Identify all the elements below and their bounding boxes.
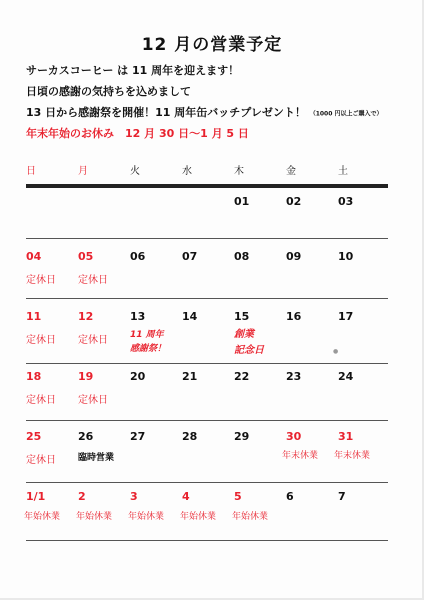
calendar-day: 28 [182,430,198,443]
calendar-day: 7 [338,490,346,503]
calendar-day: 08 [234,250,250,263]
calendar-day: 31 [338,430,354,443]
announcement-festival-text: 13 日から感謝祭を開催！11 周年缶バッチプレゼント！ [26,106,306,119]
founding-note-line2: 記念日 [234,345,264,356]
calendar-day: 27 [130,430,146,443]
calendar-day: 6 [286,490,294,503]
calendar-day: 17 [338,310,354,323]
announcement-thanks: 日頃の感謝の気持ちを込めまして [26,85,191,98]
calendar-day: 15 [234,310,250,323]
founding-note: 創業 [234,329,254,340]
week-rule [26,298,388,299]
calendar-day: 20 [130,370,146,383]
calendar-day: 24 [338,370,354,383]
calendar-day: 2 [78,490,86,503]
calendar-day: 06 [130,250,146,263]
calendar-day: 19 [78,370,94,383]
announcement-festival [26,104,382,120]
announcement-festival-condition: （1000 円以上ご購入で） [309,110,383,118]
closed-day-note: 定休日 [26,335,56,346]
calendar-day: 30 [286,430,302,443]
calendar-day: 5 [234,490,242,503]
closed-day-note: 定休日 [78,395,108,406]
calendar-day: 05 [78,250,94,263]
week-rule [26,363,388,364]
closed-day-note: 定休日 [26,455,56,466]
weekday-thu: 木 [234,166,244,177]
calendar-day: 18 [26,370,42,383]
page-title: 12 月の営業予定 [141,35,283,55]
weekday-mon: 月 [78,166,88,177]
calendar-day: 01 [234,195,250,208]
new-year-closed-note: 年始休業 [232,512,269,522]
calendar-day: 04 [26,250,42,263]
calendar-day: 10 [338,250,354,263]
weekday-sun: 日 [26,166,36,177]
announcement-holidays: 年末年始のお休み 12 月 30 日〜1 月 5 日 [26,127,249,140]
festival-note-line2: 感謝祭！ [130,344,167,354]
calendar-day: 02 [286,195,302,208]
week-rule [26,238,388,239]
new-year-closed-note: 年始休業 [24,512,61,522]
weekday-sat: 土 [338,166,348,177]
calendar-day: 26 [78,430,94,443]
closed-day-note: 定休日 [78,275,108,286]
weekday-wed: 水 [182,166,192,177]
announcement-anniversary: サーカスコーヒー は 11 周年を迎えます！ [26,64,240,77]
calendar-day: 03 [338,195,354,208]
calendar-day: 21 [182,370,198,383]
calendar-day: 3 [130,490,138,503]
weekday-header [0,162,424,176]
year-end-closed-note: 年末休業 [334,451,371,461]
scan-speck: ● [333,348,339,355]
week-rule [26,540,388,541]
week-rule [26,482,388,483]
closed-day-note: 定休日 [26,395,56,406]
weekday-fri: 金 [286,166,296,177]
year-end-closed-note: 年末休業 [282,451,319,461]
calendar-day: 16 [286,310,302,323]
festival-note: 11 周年 [130,330,164,340]
new-year-closed-note: 年始休業 [128,512,165,522]
special-opening-note: 臨時営業 [78,453,115,463]
calendar-day: 23 [286,370,302,383]
calendar-day: 29 [234,430,250,443]
calendar-day: 11 [26,310,42,323]
calendar-day: 09 [286,250,302,263]
calendar-day: 1/1 [26,490,46,503]
week-rule [26,420,388,421]
new-year-closed-note: 年始休業 [180,512,217,522]
calendar-day: 12 [78,310,94,323]
calendar-day: 07 [182,250,198,263]
new-year-closed-note: 年始休業 [76,512,113,522]
calendar-day: 25 [26,430,42,443]
weekday-tue: 火 [130,166,140,177]
calendar-day: 14 [182,310,198,323]
header-rule [26,184,388,188]
calendar-day: 13 [130,310,146,323]
calendar-day: 22 [234,370,250,383]
closed-day-note: 定休日 [26,275,56,286]
closed-day-note: 定休日 [78,335,108,346]
calendar-day: 4 [182,490,190,503]
